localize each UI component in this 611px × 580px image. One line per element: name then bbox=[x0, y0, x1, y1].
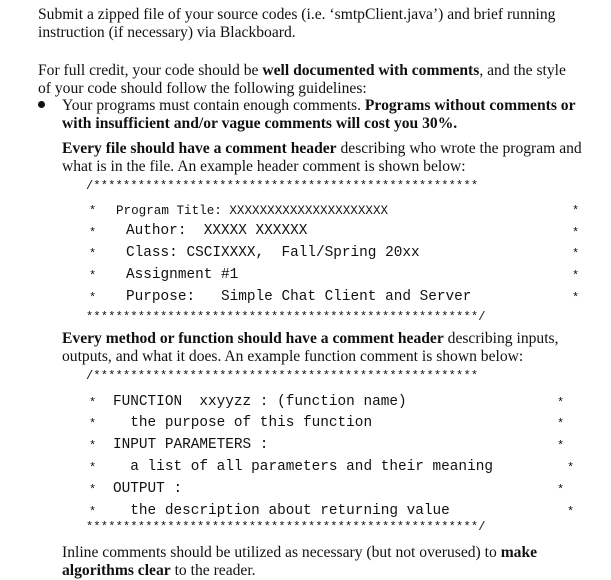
method-header-text: describing inputs, bbox=[443, 330, 559, 347]
full-credit-text-a: For full credit, your code should be bbox=[38, 62, 263, 79]
author-line: Author: XXXXX XXXXXX bbox=[126, 223, 308, 239]
return-description-line: the description about returning value bbox=[113, 503, 450, 519]
function-header-star-left-5: * bbox=[89, 483, 97, 497]
method-header-emphasis: Every method or function should have a comment header bbox=[62, 330, 444, 347]
parameters-list-line: a list of all parameters and their meaning bbox=[113, 459, 493, 475]
bullet-text-a: Your programs must contain enough comments. bbox=[62, 97, 365, 114]
inline-emphasis-a: make bbox=[500, 544, 538, 561]
file-header-star-right-2: * bbox=[572, 226, 580, 240]
well-documented-emphasis: well documented with comments bbox=[262, 62, 480, 79]
function-header-star-right-1: * bbox=[557, 396, 565, 410]
file-header-text: describing who wrote the program and bbox=[336, 140, 582, 157]
function-header-open-stars: /**************************************************** bbox=[86, 369, 479, 383]
file-header-star-right-1: * bbox=[572, 204, 580, 218]
function-header-star-left-1: * bbox=[89, 396, 97, 410]
submission-instruction-line-2: instruction (if necessary) via Blackboard. bbox=[38, 24, 296, 41]
file-header-star-right-4: * bbox=[572, 269, 580, 283]
function-header-star-left-4: * bbox=[89, 461, 97, 475]
bullet-line-1 bbox=[62, 97, 576, 115]
bullet-icon bbox=[38, 101, 45, 108]
function-header-star-right-4: * bbox=[567, 461, 575, 475]
function-header-star-right-2: * bbox=[557, 417, 565, 431]
function-header-star-left-2: * bbox=[89, 417, 97, 431]
full-credit-text-c: , and the style bbox=[479, 62, 566, 79]
file-header-star-left-3: * bbox=[89, 247, 97, 261]
file-header-star-left-4: * bbox=[89, 269, 97, 283]
program-title-line: Program Title: XXXXXXXXXXXXXXXXXXXXX bbox=[116, 204, 389, 218]
file-header-line-1 bbox=[62, 140, 582, 158]
file-header-star-right-3: * bbox=[572, 247, 580, 261]
function-header-star-left-6: * bbox=[89, 505, 97, 519]
file-header-close-stars: *****************************************************/ bbox=[86, 310, 486, 324]
purpose-line: Purpose: Simple Chat Client and Server bbox=[126, 289, 472, 305]
function-header-star-right-5: * bbox=[557, 483, 565, 497]
file-header-star-right-5: * bbox=[572, 291, 580, 305]
bullet-emphasis: Programs without comments or bbox=[364, 97, 576, 114]
function-header-star-right-3: * bbox=[557, 439, 565, 453]
file-header-star-left-5: * bbox=[89, 291, 97, 305]
function-name-line: FUNCTION xxyyzz : (function name) bbox=[113, 394, 407, 410]
full-credit-line-1 bbox=[38, 62, 566, 80]
function-header-star-left-3: * bbox=[89, 439, 97, 453]
inline-comments-text: Inline comments should be utilized as necessary (but not overused) to bbox=[62, 544, 501, 561]
inline-comments-line-1 bbox=[62, 544, 537, 562]
inline-emphasis-b: algorithms clear bbox=[62, 562, 171, 579]
inline-comments-tail: to the reader. bbox=[170, 562, 256, 579]
submission-instruction-line-1: Submit a zipped file of your source codes (i.e. ‘smtpClient.java’) and brief running bbox=[38, 6, 556, 23]
full-credit-line-2: of your code should follow the following guidelines: bbox=[38, 80, 367, 97]
file-header-emphasis: Every file should have a comment header bbox=[62, 140, 337, 157]
function-header-star-right-6: * bbox=[567, 505, 575, 519]
output-line: OUTPUT : bbox=[113, 481, 183, 497]
class-line: Class: CSCIXXXX, Fall/Spring 20xx bbox=[126, 245, 420, 261]
file-header-star-left-2: * bbox=[89, 226, 97, 240]
assignment-line: Assignment #1 bbox=[126, 267, 239, 283]
file-header-star-left-1: * bbox=[89, 204, 97, 218]
function-header-close-stars: *****************************************************/ bbox=[86, 520, 486, 534]
method-header-line-2: outputs, and what it does. An example function comment is shown below: bbox=[62, 348, 524, 365]
function-purpose-line: the purpose of this function bbox=[113, 415, 373, 431]
file-header-line-2: what is in the file. An example header comment is shown below: bbox=[62, 158, 466, 175]
bullet-line-2: with insufficient and/or vague comments will cost you 30%. bbox=[62, 115, 458, 132]
method-header-line-1 bbox=[62, 330, 559, 348]
file-header-open-stars: /**************************************************** bbox=[86, 179, 479, 193]
input-parameters-line: INPUT PARAMETERS : bbox=[113, 437, 269, 453]
inline-comments-line-2 bbox=[62, 562, 256, 580]
